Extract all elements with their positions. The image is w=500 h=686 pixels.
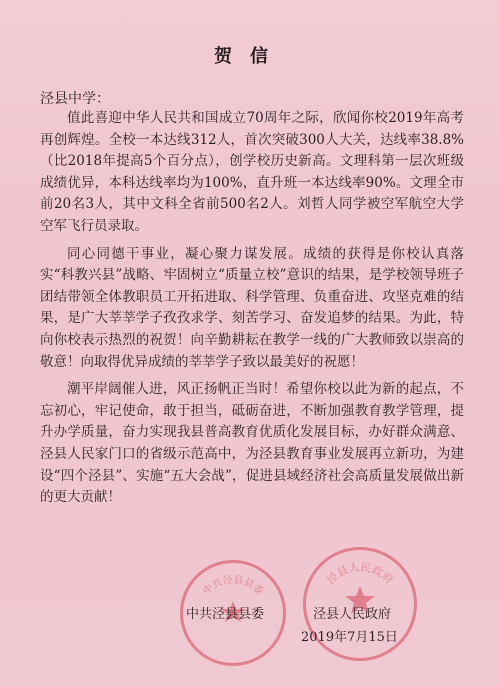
letter-body — [40, 108, 464, 515]
svg-text:中共泾县县委: 中共泾县县委 — [201, 574, 265, 598]
paragraph-3: 潮平岸阔催人进，风正扬帆正当时！希望你校以此为新的起点，不忘初心，牢记使命，敢于担当，砥砺奋进，不断加强教育教学管理，提升办学质量，奋力实现我县普高教育优质化发展目标，办好群众满意、泾县人民家门口的省级示范高中，为泾县教育事业发展再立新功，为建设“四个泾县”、实施“五大会战”，促进县域经济社会高质量发展做出新的更大贡献！ — [40, 381, 464, 506]
greeting: 泾县中学： — [40, 91, 110, 107]
date: 2019年7月15日 — [301, 630, 398, 645]
paragraph-2: 同心同德干事业，凝心聚力谋发展。成绩的获得是你校认真落实“科教兴县”战略、牢固树立“质量立校”意识的结果，是学校领导班子团结带领全体教职员工开拓进取、科学管理、负重奋进、攻坚克难的结果，是广大莘莘学子孜孜求学、刻苦学习、奋发追梦的结果。为此，特向你校表示热烈的祝贺！向辛勤耕耘在教学一线的广大教师致以崇高的敬意！向取得优异成绩的莘莘学子致以最美好的祝愿！ — [40, 245, 464, 370]
paragraph-1: 值此喜迎中华人民共和国成立70周年之际，欣闻你校2019年高考再创辉煌。全校一本达线312人，首次突破300人大关，达线率38.8%（比2018年提高5个百分点），创学校历史新高。文理科第一层次班级成绩优异，本科达线率均为100%，直升班一本达线率90%。文理全市前20名3人，其中文科全省前500名2人。刘哲人同学被空军航空大学空军飞行员录取。 — [40, 110, 464, 234]
signature-left: 中共泾县县委 — [186, 607, 265, 622]
svg-text:泾县人民政府: 泾县人民政府 — [324, 560, 396, 587]
page-title: 贺信 — [214, 46, 286, 67]
signature-right: 泾县人民政府 — [313, 607, 392, 622]
